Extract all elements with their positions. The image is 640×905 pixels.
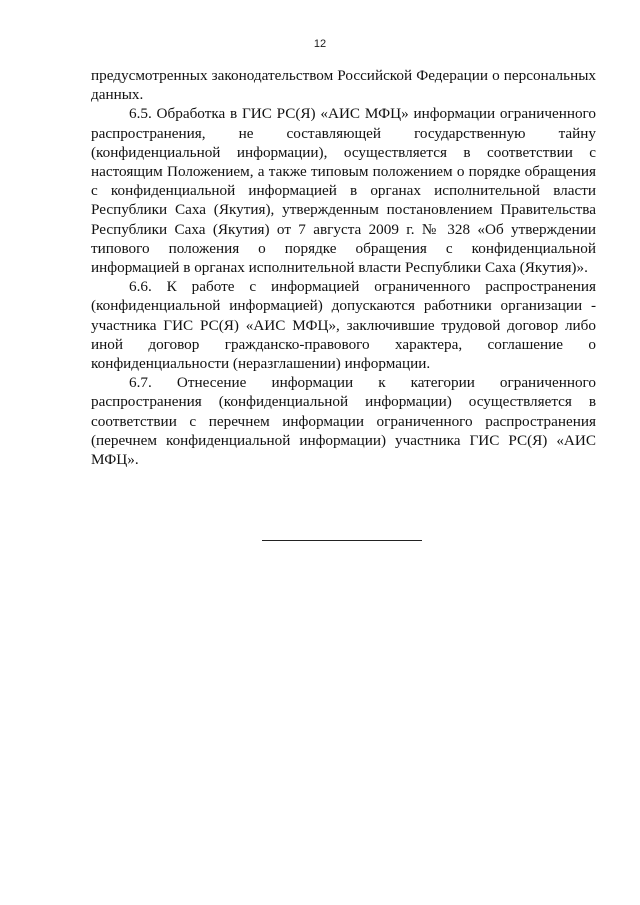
paragraph-6-5: 6.5. Обработка в ГИС РС(Я) «АИС МФЦ» информации ограниченного распространения, не составляющей государственную тайну (конфиденциальной информации), осуществляется в соответствии с настоящим Положением, а также типовым положением о порядке обращения с конфиденциальной информацией в органах исполнительной власти Республики Саха (Якутия), утвержденным постановлением Правительства Республики Саха (Якутия) от 7 августа 2009 г. № 328 «Об утверждении типового положения о порядке обращения с конфиденциальной информацией в органах исполнительной власти Республики Саха (Якутия)». — [91, 105, 596, 277]
end-separator-line — [262, 540, 422, 541]
paragraph-6-6: 6.6. К работе с информацией ограниченного распространения (конфиденциальной информацией) допускаются работники организации - участника ГИС РС(Я) «АИС МФЦ», заключившие трудовой договор либо иной договор гражданско-правового характера, соглашение о конфиденциальности (неразглашении) информации. — [91, 278, 596, 373]
document-body — [91, 66, 596, 469]
page-number: 12 — [313, 38, 327, 50]
paragraph-continuation: предусмотренных законодательством Российской Федерации о персональных данных. — [91, 67, 596, 104]
paragraph-6-7: 6.7. Отнесение информации к категории ограниченного распространения (конфиденциальной информации) осуществляется в соответствии с перечнем информации ограниченного распространения (перечнем конфиденциальной информации) участника ГИС РС(Я) «АИС МФЦ». — [91, 374, 596, 469]
